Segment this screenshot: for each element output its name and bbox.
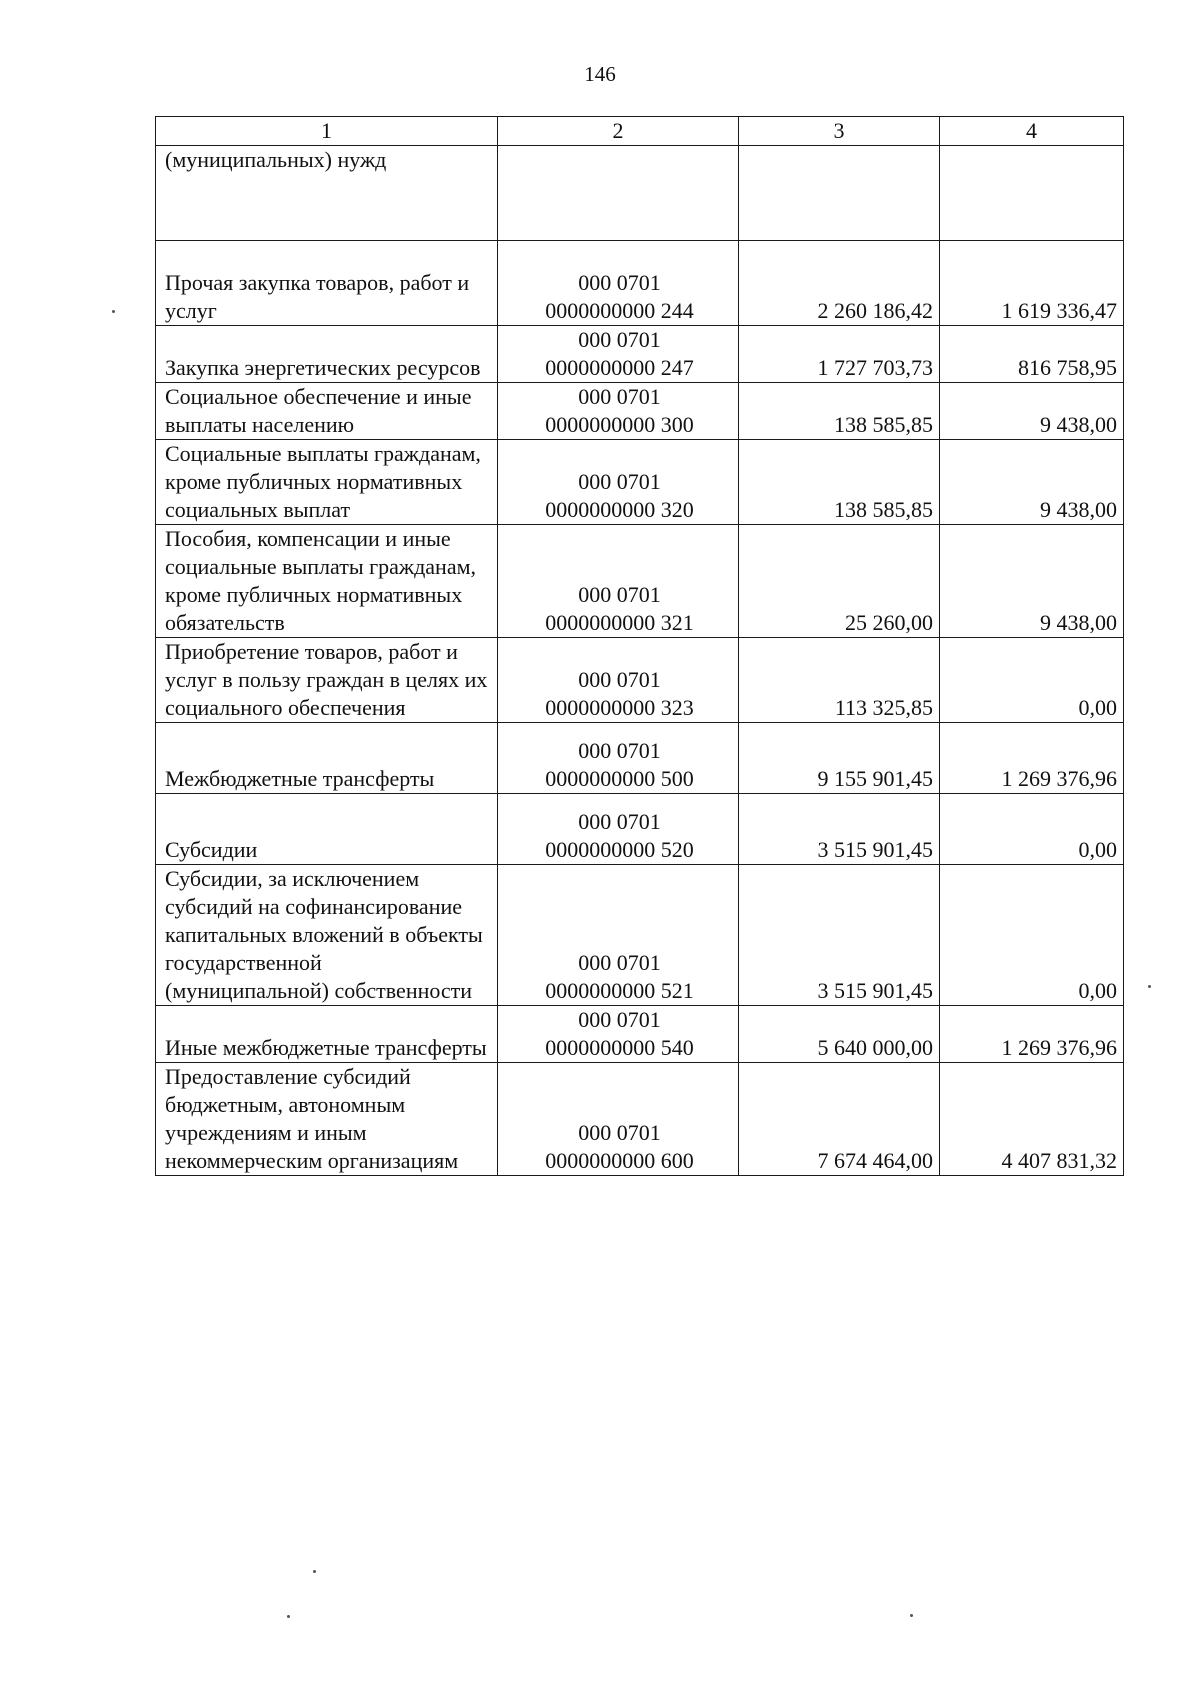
row-code: 000 0701 0000000000 521 — [498, 865, 739, 1006]
row-name: Иные межбюджетные трансферты — [156, 1006, 498, 1063]
row-value-col4: 0,00 — [940, 638, 1124, 723]
column-header: 2 — [498, 117, 739, 146]
row-code: 000 0701 0000000000 300 — [498, 383, 739, 440]
row-value-col3: 113 325,85 — [739, 638, 940, 723]
scan-speck — [287, 1615, 290, 1618]
row-name: Субсидии — [156, 794, 498, 865]
scan-speck — [910, 1614, 913, 1617]
row-name: (муниципальных) нужд — [156, 146, 498, 241]
row-value-col3 — [739, 146, 940, 241]
column-header: 4 — [940, 117, 1124, 146]
row-name: Приобретение товаров, работ и услуг в пользу граждан в целях их социального обеспечения — [156, 638, 498, 723]
table-row — [156, 638, 1124, 723]
table-row — [156, 440, 1124, 525]
row-value-col3: 3 515 901,45 — [739, 794, 940, 865]
row-value-col3: 138 585,85 — [739, 383, 940, 440]
row-name: Субсидии, за исключением субсидий на софинансирование капитальных вложений в объекты государственной (муниципальной) собственности — [156, 865, 498, 1006]
scan-speck — [112, 310, 115, 313]
row-name: Социальные выплаты гражданам, кроме публичных нормативных социальных выплат — [156, 440, 498, 525]
row-code: 000 0701 0000000000 320 — [498, 440, 739, 525]
table-row — [156, 1006, 1124, 1063]
row-value-col4: 4 407 831,32 — [940, 1063, 1124, 1176]
row-value-col4: 1 269 376,96 — [940, 1006, 1124, 1063]
row-code: 000 0701 0000000000 540 — [498, 1006, 739, 1063]
row-code: 000 0701 0000000000 321 — [498, 525, 739, 638]
row-value-col3: 7 674 464,00 — [739, 1063, 940, 1176]
row-value-col4: 1 269 376,96 — [940, 723, 1124, 794]
row-value-col4: 816 758,95 — [940, 326, 1124, 383]
row-value-col3: 9 155 901,45 — [739, 723, 940, 794]
table-row — [156, 146, 1124, 241]
table-row — [156, 241, 1124, 326]
row-value-col4: 9 438,00 — [940, 383, 1124, 440]
row-code: 000 0701 0000000000 520 — [498, 794, 739, 865]
table-row — [156, 1063, 1124, 1176]
row-value-col3: 2 260 186,42 — [739, 241, 940, 326]
table-row — [156, 794, 1124, 865]
row-code — [498, 146, 739, 241]
table-row — [156, 525, 1124, 638]
row-value-col3: 1 727 703,73 — [739, 326, 940, 383]
table-row — [156, 723, 1124, 794]
table-row — [156, 383, 1124, 440]
row-value-col4: 0,00 — [940, 794, 1124, 865]
row-code: 000 0701 0000000000 244 — [498, 241, 739, 326]
row-value-col3: 25 260,00 — [739, 525, 940, 638]
row-value-col3: 5 640 000,00 — [739, 1006, 940, 1063]
row-value-col3: 3 515 901,45 — [739, 865, 940, 1006]
column-header: 3 — [739, 117, 940, 146]
row-value-col4: 9 438,00 — [940, 440, 1124, 525]
row-name: Предоставление субсидий бюджетным, автономным учреждениям и иным некоммерческим организациям — [156, 1063, 498, 1176]
scan-speck — [1148, 985, 1151, 988]
table-row — [156, 326, 1124, 383]
column-header: 1 — [156, 117, 498, 146]
row-name: Прочая закупка товаров, работ и услуг — [156, 241, 498, 326]
row-name: Пособия, компенсации и иные социальные выплаты гражданам, кроме публичных нормативных обязательств — [156, 525, 498, 638]
row-code: 000 0701 0000000000 247 — [498, 326, 739, 383]
scan-speck — [313, 1570, 316, 1573]
row-name: Закупка энергетических ресурсов — [156, 326, 498, 383]
row-code: 000 0701 0000000000 500 — [498, 723, 739, 794]
row-value-col4: 1 619 336,47 — [940, 241, 1124, 326]
row-name: Межбюджетные трансферты — [156, 723, 498, 794]
row-value-col4 — [940, 146, 1124, 241]
row-value-col4: 9 438,00 — [940, 525, 1124, 638]
row-value-col4: 0,00 — [940, 865, 1124, 1006]
row-code: 000 0701 0000000000 600 — [498, 1063, 739, 1176]
table-row — [156, 865, 1124, 1006]
row-code: 000 0701 0000000000 323 — [498, 638, 739, 723]
table-header-row — [156, 117, 1124, 146]
budget-table — [155, 116, 1124, 1176]
row-name: Социальное обеспечение и иные выплаты населению — [156, 383, 498, 440]
page-number: 146 — [584, 62, 616, 86]
row-value-col3: 138 585,85 — [739, 440, 940, 525]
